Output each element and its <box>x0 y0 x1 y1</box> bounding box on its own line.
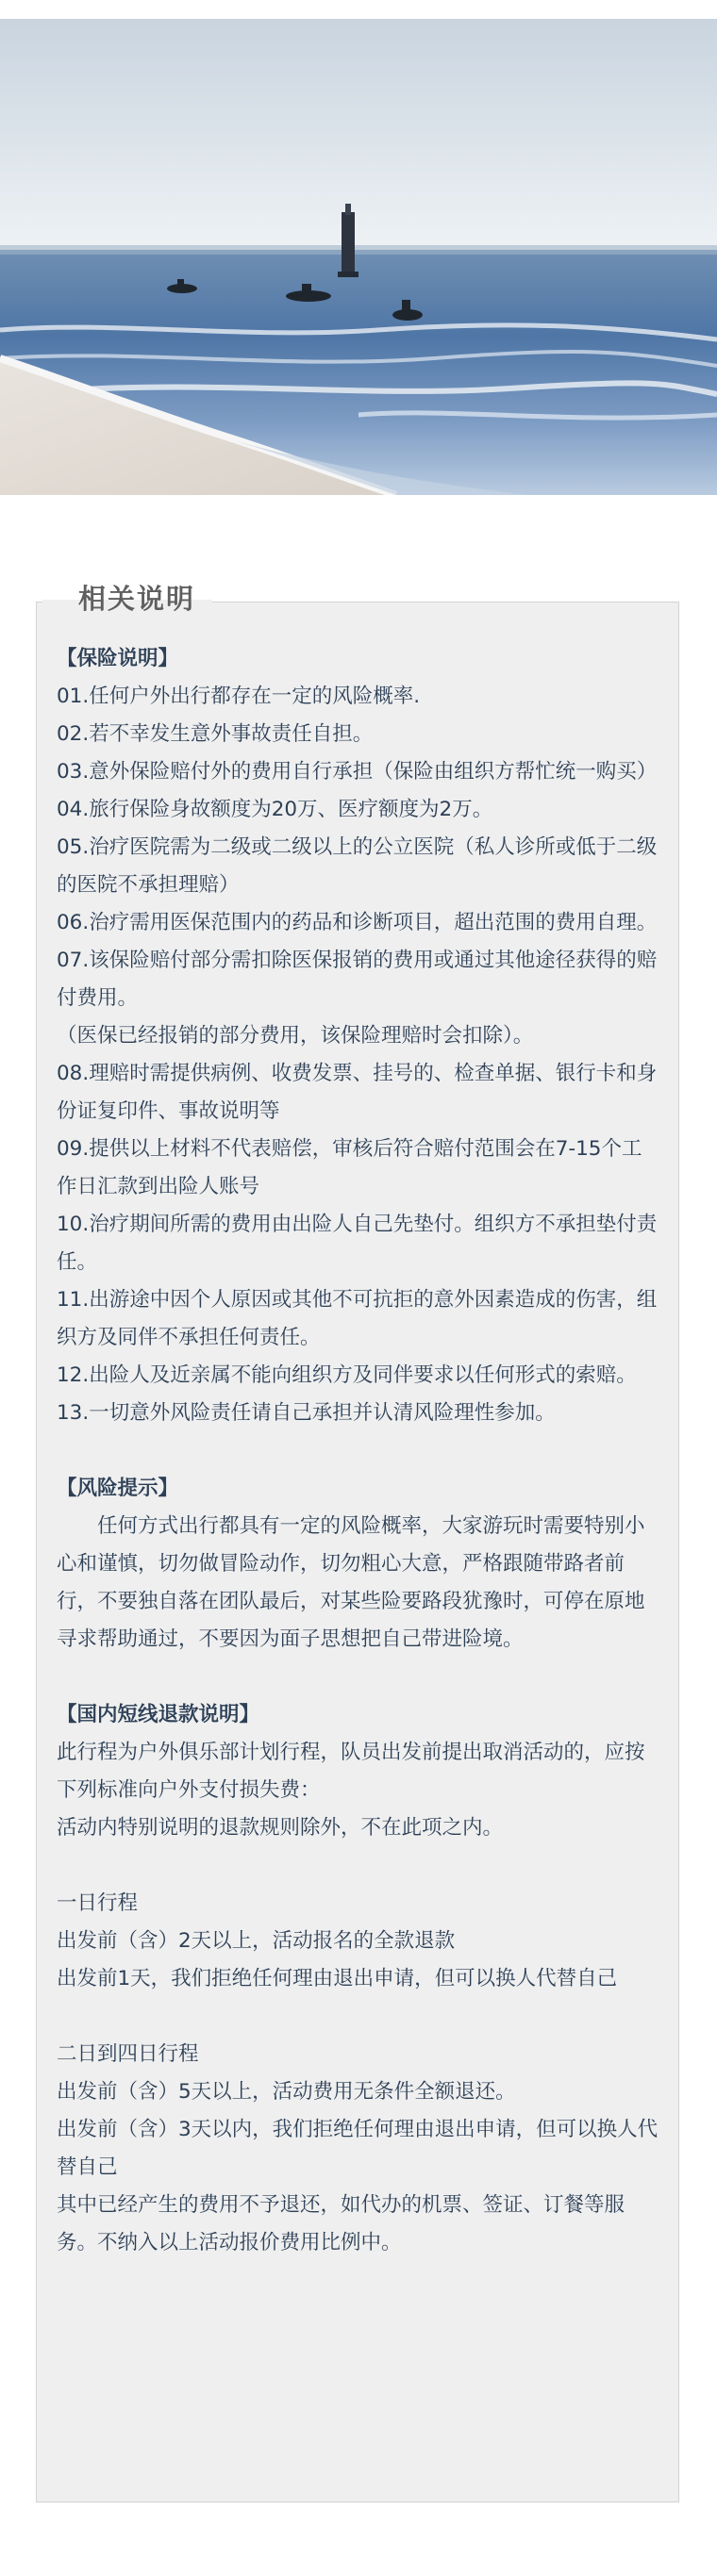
insurance-item: 09.提供以上材料不代表赔偿，审核后符合赔付范围会在7-15个工作日汇款到出险人账号 <box>57 1137 642 1198</box>
one-day-item: 出发前（含）2天以上，活动报名的全款退款 <box>57 1929 456 1953</box>
insurance-item: 04.旅行保险身故额度为20万、医疗额度为2万。 <box>57 798 493 821</box>
insurance-item: 12.出险人及近亲属不能向组织方及同伴要求以任何形式的索赔。 <box>57 1363 637 1387</box>
insurance-item: 06.治疗需用医保范围内的药品和诊断项目，超出范围的费用自理。 <box>57 911 658 934</box>
risk-text: 任何方式出行都具有一定的风险概率，大家游玩时需要特别小心和谨慎，切勿做冒险动作，切勿粗心大意，严格跟随带路者前行，不要独自落在团队最后，对某些险要路段犹豫时，可停在原地寻求帮助通过，不要因为面子思想把自己带进险境。 <box>57 1514 645 1651</box>
multi-day-item: 出发前（含）5天以上，活动费用无条件全额退还。 <box>57 2080 516 2104</box>
multi-day-title: 二日到四日行程 <box>57 2042 199 2066</box>
spacer <box>57 1432 660 1470</box>
insurance-item: 03.意外保险赔付外的费用自行承担（保险由组织方帮忙统一购买） <box>57 760 658 784</box>
insurance-item: 02.若不幸发生意外事故责任自担。 <box>57 722 374 746</box>
beach-photo <box>0 19 717 495</box>
insurance-item: （医保已经报销的部分费用，该保险理赔时会扣除）。 <box>57 1024 534 1048</box>
seascape-illustration <box>0 19 717 495</box>
insurance-item: 01.任何户外出行都存在一定的风险概率. <box>57 685 421 708</box>
spacer <box>57 1998 660 2036</box>
insurance-item: 13.一切意外风险责任请自己承担并认清风险理性参加。 <box>57 1401 556 1425</box>
insurance-item: 10.治疗期间所需的费用由出险人自己先垫付。组织方不承担垫付责任。 <box>57 1213 658 1274</box>
one-day-title: 一日行程 <box>57 1891 139 1915</box>
risk-heading: 【风险提示】 <box>57 1477 179 1500</box>
spacer <box>57 1847 660 1885</box>
insurance-heading: 【保险说明】 <box>57 647 179 670</box>
info-panel <box>36 602 679 2502</box>
multi-day-item: 出发前（含）3天以内，我们拒绝任何理由退出申请，但可以换人代替自己 <box>57 2118 659 2179</box>
refund-intro: 此行程为户外俱乐部计划行程，队员出发前提出取消活动的，应按下列标准向户外支付损失费： <box>57 1741 645 1802</box>
one-day-item: 出发前1天，我们拒绝任何理由退出申请，但可以换人代替自己 <box>57 1967 618 1990</box>
refund-intro: 活动内特别说明的退款规则除外，不在此项之内。 <box>57 1816 504 1840</box>
multi-day-item: 其中已经产生的费用不予退还，如代办的机票、签证、订餐等服务。不纳入以上活动报价费用比例中。 <box>57 2193 625 2254</box>
panel-body <box>57 640 660 2262</box>
insurance-item: 07.该保险赔付部分需扣除医保报销的费用或通过其他途径获得的赔付费用。 <box>57 949 658 1010</box>
insurance-item: 11.出游途中因个人原因或其他不可抗拒的意外因素造成的伤害，组织方及同伴不承担任何责任。 <box>57 1288 658 1349</box>
refund-heading: 【国内短线退款说明】 <box>57 1703 260 1726</box>
spacer <box>57 1659 660 1696</box>
insurance-item: 08.理赔时需提供病例、收费发票、挂号的、检查单据、银行卡和身份证复印件、事故说明等 <box>57 1062 658 1123</box>
insurance-item: 05.治疗医院需为二级或二级以上的公立医院（私人诊所或低于二级的医院不承担理赔） <box>57 835 658 897</box>
panel-title: 相关说明 <box>42 577 212 620</box>
